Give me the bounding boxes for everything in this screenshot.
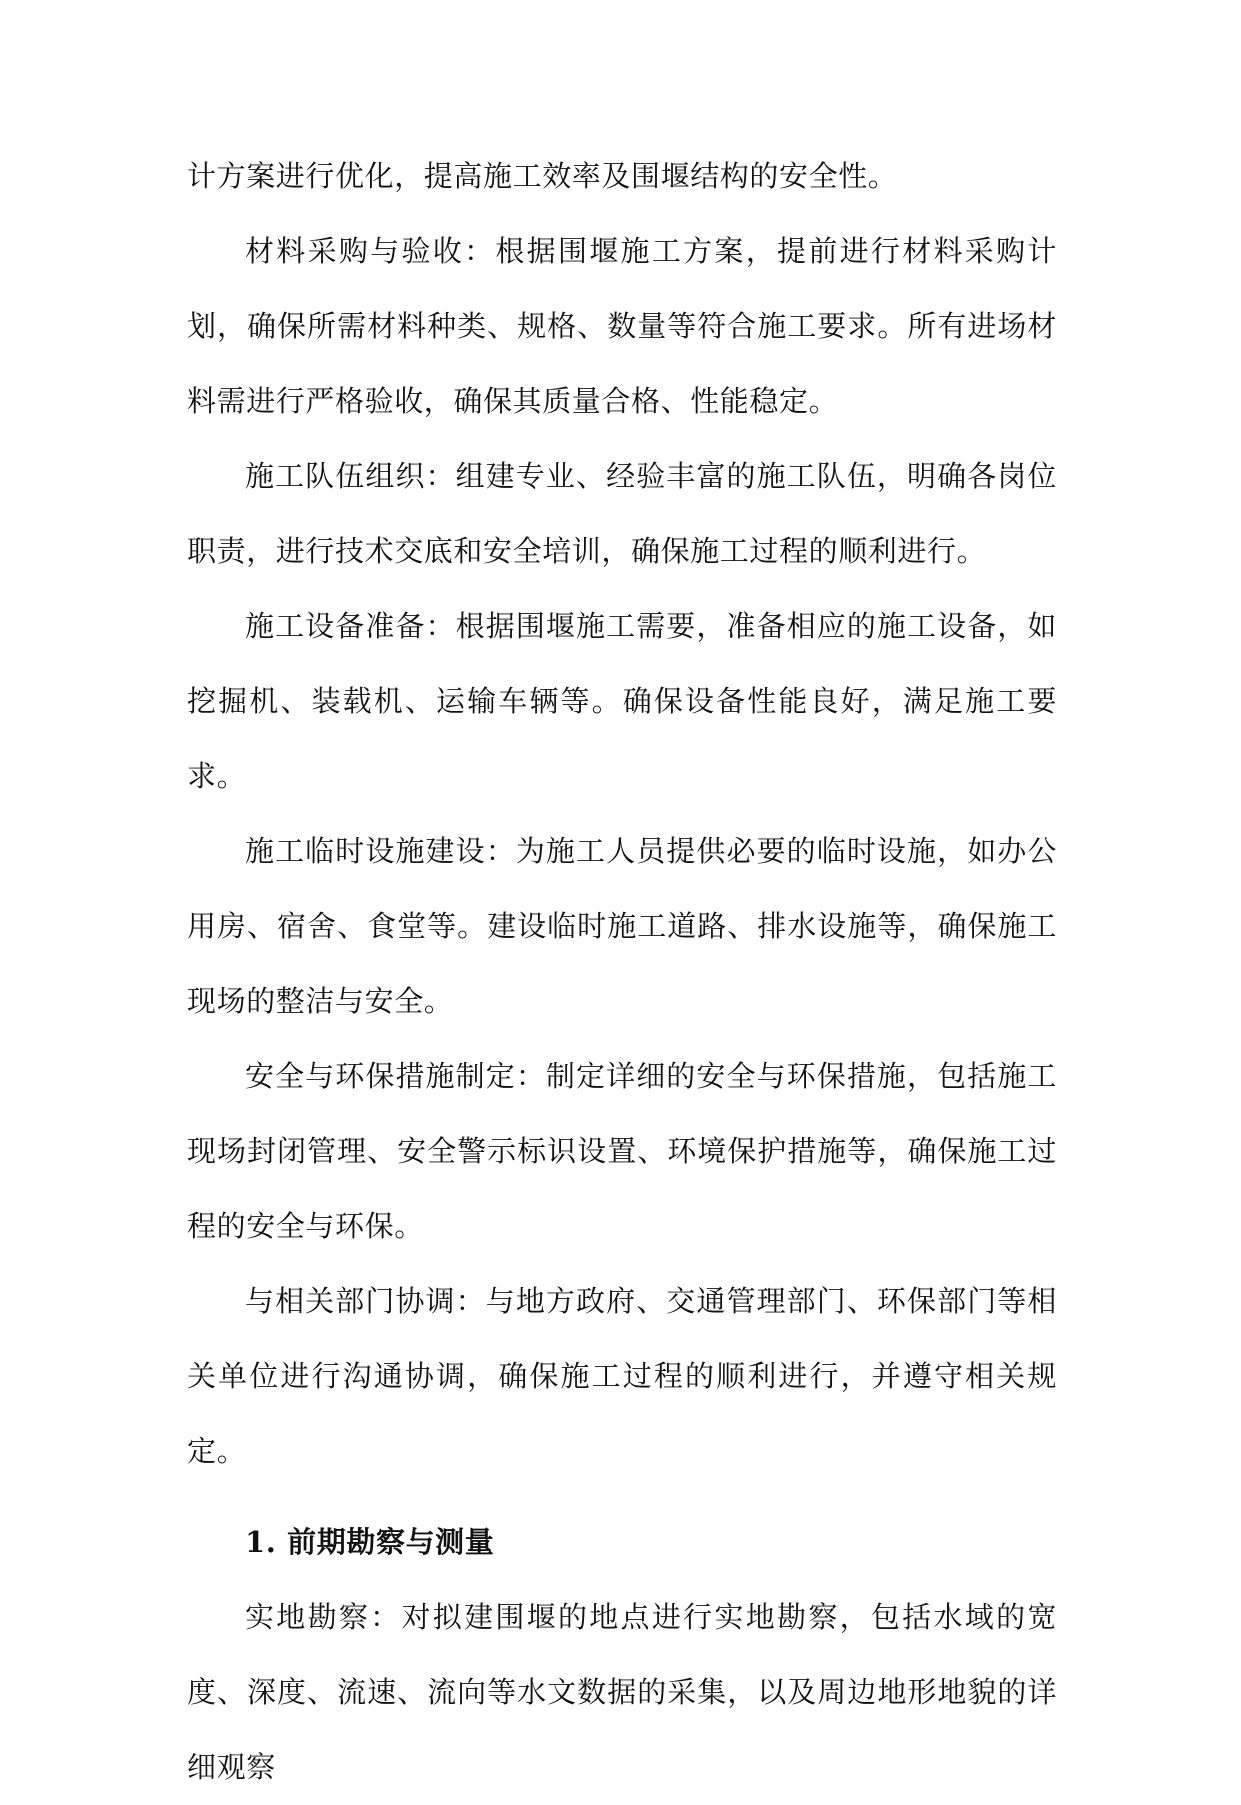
paragraph-material-procurement: 材料采购与验收：根据围堰施工方案，提前进行材料采购计划，确保所需材料种类、规格、数量等符合施工要求。所有进场材料需进行严格验收，确保其质量合格、性能稳定。 bbox=[187, 234, 1057, 418]
paragraph-equipment-preparation: 施工设备准备：根据围堰施工需要，准备相应的施工设备，如挖掘机、装载机、运输车辆等。确保设备性能良好，满足施工要求。 bbox=[187, 609, 1057, 793]
paragraph-continuation: 计方案进行优化，提高施工效率及围堰结构的安全性。 bbox=[187, 159, 898, 193]
paragraph-site-survey: 实地勘察：对拟建围堰的地点进行实地勘察，包括水域的宽度、深度、流速、流向等水文数据的采集，以及周边地形地貌的详细观察 bbox=[187, 1600, 1057, 1784]
paragraph-safety-environment: 安全与环保措施制定：制定详细的安全与环保措施，包括施工现场封闭管理、安全警示标识设置、环境保护措施等，确保施工过程的安全与环保。 bbox=[187, 1059, 1057, 1243]
paragraph-temporary-facilities: 施工临时设施建设：为施工人员提供必要的临时设施，如办公用房、宿舍、食堂等。建设临时施工道路、排水设施等，确保施工现场的整洁与安全。 bbox=[187, 834, 1057, 1018]
paragraph-team-organization: 施工队伍组织：组建专业、经验丰富的施工队伍，明确各岗位职责，进行技术交底和安全培训，确保施工过程的顺利进行。 bbox=[187, 459, 1057, 568]
paragraph-department-coordination: 与相关部门协调：与地方政府、交通管理部门、环保部门等相关单位进行沟通协调，确保施工过程的顺利进行，并遵守相关规定。 bbox=[187, 1284, 1057, 1468]
document-body bbox=[187, 139, 1057, 1805]
section-heading: 1. 前期勘察与测量 bbox=[245, 1525, 495, 1559]
